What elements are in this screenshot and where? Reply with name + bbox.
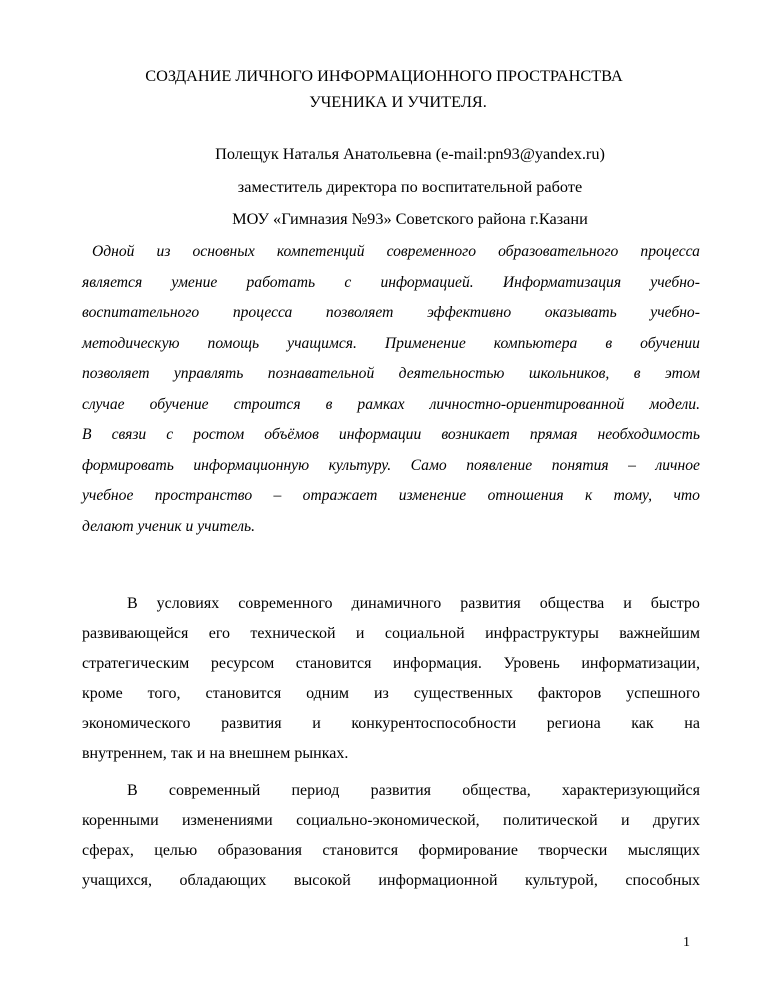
text-line: внутреннем, так и на внешнем рынках. bbox=[82, 745, 349, 762]
text-line: формировать информационную культуру. Само появление понятия – личное bbox=[82, 456, 700, 474]
author-position: заместитель директора по воспитательной работе bbox=[237, 177, 583, 196]
text-line: воспитательного процесса позволяет эффективно оказывать учебно- bbox=[82, 304, 700, 321]
text-line: развивающейся его технической и социальной инфраструктуры важнейшим bbox=[82, 625, 700, 642]
text-line: В условиях современного динамичного развития общества и быстро bbox=[127, 595, 700, 612]
title-line-1: СОЗДАНИЕ ЛИЧНОГО ИНФОРМАЦИОННОГО ПРОСТРАНСТВА bbox=[145, 66, 623, 85]
text-line: В связи с ростом объёмов информации возникает прямая необходимость bbox=[82, 426, 700, 443]
text-line: экономического развития и конкурентоспособности региона как на bbox=[82, 715, 700, 732]
text-line: кроме того, становится одним из существенных факторов успешного bbox=[82, 685, 700, 702]
text-line: делают ученик и учитель. bbox=[82, 517, 256, 535]
text-line: позволяет управлять познавательной деятельностью школьников, в этом bbox=[82, 365, 700, 382]
author-organization: МОУ «Гимназия №93» Советского района г.Казани bbox=[232, 209, 588, 228]
text-line: В современный период развития общества, характеризующийся bbox=[127, 782, 700, 799]
text-line: учебное пространство – отражает изменение отношения к тому, что bbox=[82, 487, 700, 504]
author-name: Полещук Наталья Анатольевна (e-mail:pn93@yandex.ru) bbox=[215, 144, 605, 163]
text-line: стратегическим ресурсом становится информация. Уровень информатизации, bbox=[82, 655, 700, 672]
text-line: сферах, целью образования становится формирование творчески мыслящих bbox=[82, 842, 700, 859]
page-number: 1 bbox=[683, 935, 690, 950]
title-line-2: УЧЕНИКА И УЧИТЕЛЯ. bbox=[309, 92, 487, 111]
text-line: Одной из основных компетенций современного образовательного процесса bbox=[92, 243, 700, 260]
text-line: учащихся, обладающих высокой информационной культурой, способных bbox=[82, 872, 700, 889]
text-line: является умение работать с информацией. Информатизация учебно- bbox=[82, 273, 700, 291]
text-line: коренными изменениями социально-экономической, политической и других bbox=[82, 812, 700, 829]
text-line: случае обучение строится в рамках личностно-ориентированной модели. bbox=[82, 395, 700, 413]
text-line: методическую помощь учащимся. Применение компьютера в обучении bbox=[82, 334, 700, 352]
